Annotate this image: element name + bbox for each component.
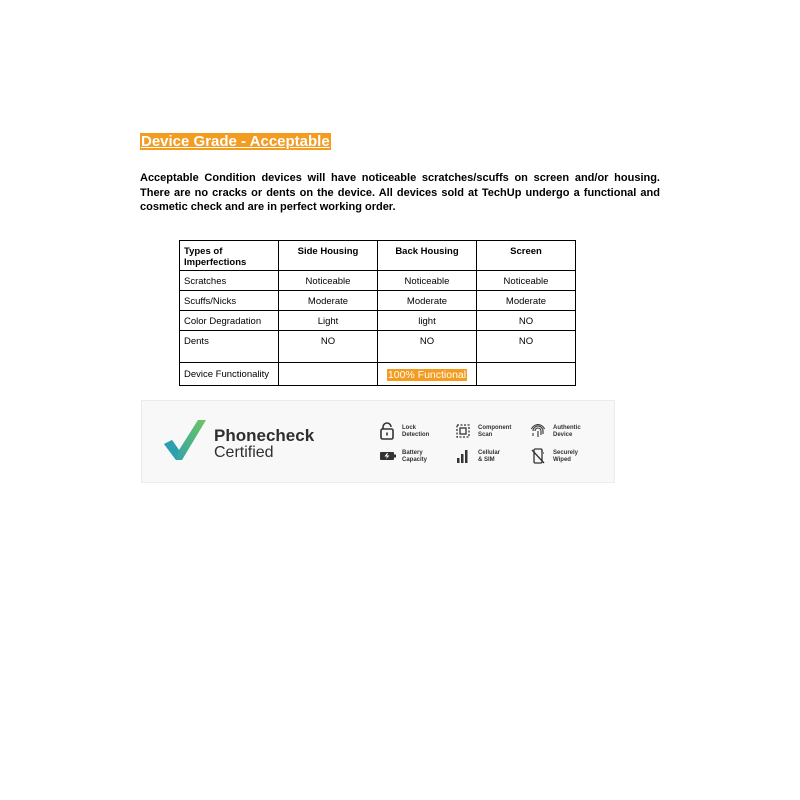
battery-icon [379, 447, 397, 465]
row-label: Scratches [180, 271, 279, 291]
grade-title [140, 133, 331, 151]
feature-label-line1: Component [478, 425, 512, 431]
cell-side-housing: NO [279, 331, 378, 363]
phonecheck-check-logo-icon [164, 420, 206, 460]
feature-label-line2: Capacity [402, 456, 428, 463]
row-label: Dents [180, 331, 279, 363]
feature-component-scan [455, 422, 527, 442]
table-row [180, 271, 576, 291]
feature-battery-capacity [379, 447, 451, 467]
row-label: Device Functionality [180, 363, 279, 386]
row-label: Color Degradation [180, 311, 279, 331]
cell-screen [477, 363, 576, 386]
table-row [180, 331, 576, 363]
cell-back-housing: Noticeable [378, 271, 477, 291]
feature-securely-wiped [530, 447, 602, 467]
column-header-back-housing: Back Housing [378, 241, 477, 271]
component-scan-icon [455, 422, 471, 440]
cell-back-housing: Moderate [378, 291, 477, 311]
feature-authentic-device [530, 422, 602, 442]
feature-label-line1: Battery [402, 450, 423, 456]
functional-highlight: 100% Functional [387, 369, 467, 381]
feature-label-line1: Authentic [553, 425, 581, 431]
feature-label-line2: Scan [478, 431, 493, 438]
column-header-types: Types of Imperfections [180, 241, 279, 271]
brand-name: Phonecheck [214, 426, 315, 445]
lock-icon [379, 422, 395, 440]
brand-subtitle: Certified [214, 444, 274, 461]
feature-label-line1: Lock [402, 425, 417, 431]
imperfections-table [179, 240, 576, 386]
signal-bars-icon [455, 447, 471, 465]
feature-label-line2: & SIM [478, 456, 495, 463]
cell-side-housing [279, 363, 378, 386]
column-header-screen: Screen [477, 241, 576, 271]
table-row [180, 363, 576, 386]
cell-screen: NO [477, 311, 576, 331]
cell-back-housing [378, 363, 477, 386]
grade-title-text: Device Grade - Acceptable [141, 133, 330, 150]
cell-side-housing: Noticeable [279, 271, 378, 291]
table-row [180, 311, 576, 331]
cell-back-housing: NO [378, 331, 477, 363]
row-label: Scuffs/Nicks [180, 291, 279, 311]
feature-label-line2: Wiped [553, 456, 571, 463]
wiped-phone-icon [530, 447, 546, 465]
feature-cellular-sim [455, 447, 527, 467]
phonecheck-banner [141, 400, 615, 483]
fingerprint-icon [530, 422, 546, 440]
table-header-row [180, 241, 576, 271]
cell-back-housing: light [378, 311, 477, 331]
cell-side-housing: Light [279, 311, 378, 331]
feature-label-line2: Detection [402, 431, 430, 438]
feature-label-line1: Cellular [478, 450, 501, 456]
grade-description: Acceptable Condition devices will have noticeable scratches/scuffs on screen and/or housing. There are no cracks or dents on the device. All devices sold at TechUp undergo a functional and cosmetic check and are in perfect working order. [140, 172, 660, 213]
feature-lock-detection [379, 422, 451, 442]
feature-label-line1: Securely [553, 450, 579, 456]
feature-label-line2: Device [553, 431, 573, 438]
cell-screen: NO [477, 331, 576, 363]
cell-side-housing: Moderate [279, 291, 378, 311]
column-header-side-housing: Side Housing [279, 241, 378, 271]
cell-screen: Moderate [477, 291, 576, 311]
table-row [180, 291, 576, 311]
cell-screen: Noticeable [477, 271, 576, 291]
